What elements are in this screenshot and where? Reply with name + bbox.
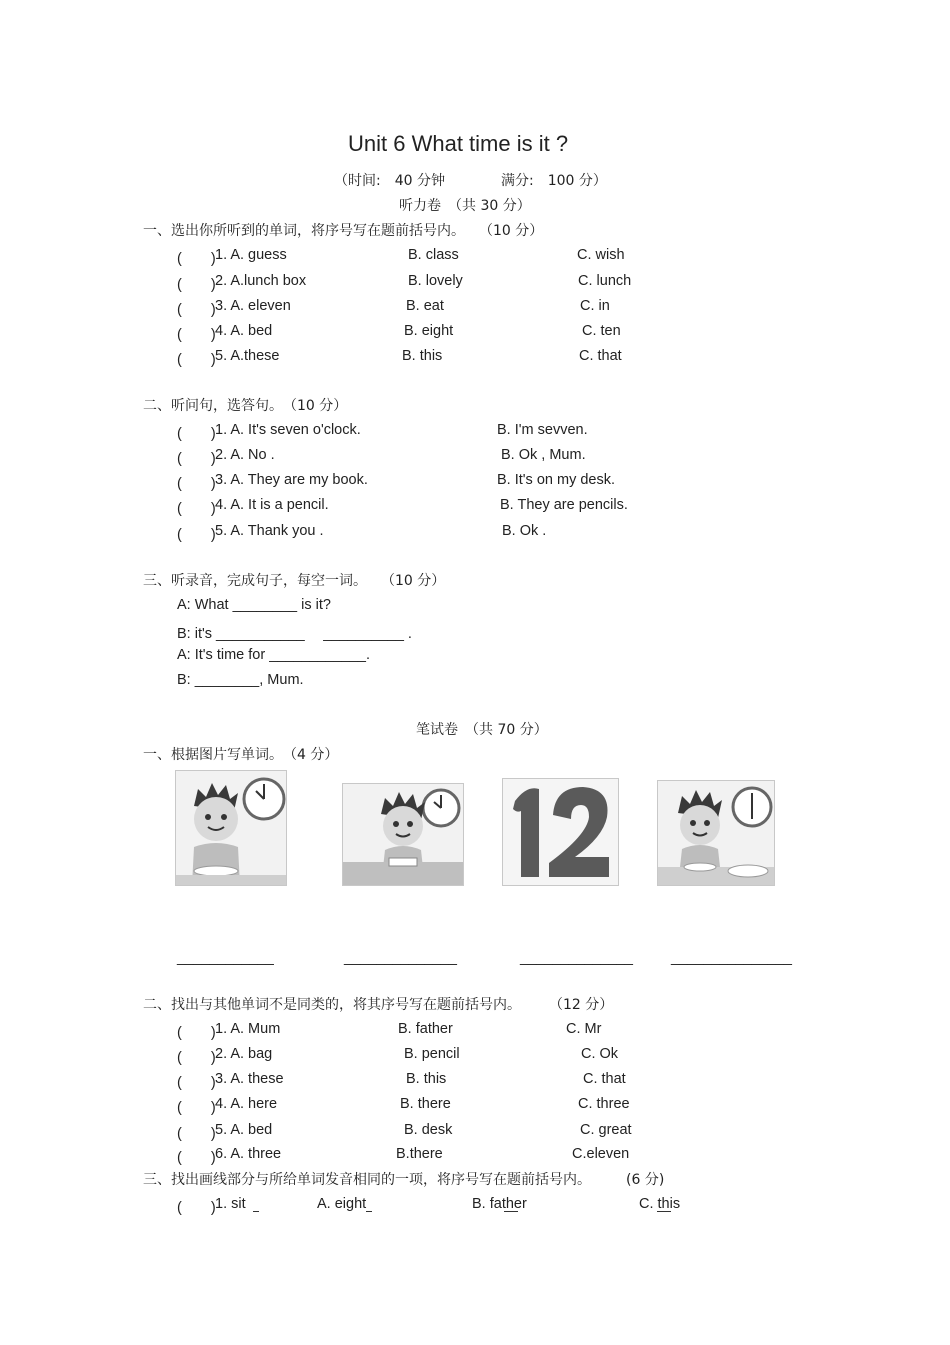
question-option-b: B. pencil [404, 1046, 460, 1062]
answer-blank[interactable]: ____________ [177, 950, 274, 966]
question-option-b: B. eat [406, 298, 444, 314]
question-option-b: B. this [406, 1071, 447, 1087]
answer-paren[interactable]: ( ) [177, 426, 216, 442]
question-option-b: B. Ok . [502, 523, 547, 539]
question-option-a: 5. A.these [215, 348, 280, 364]
answer-paren[interactable]: ( ) [177, 1200, 216, 1216]
question-word: 1. sit [215, 1196, 246, 1212]
time-limit: （时间: 40 分钟 [334, 173, 445, 189]
answer-paren[interactable]: ( ) [177, 476, 216, 492]
question-option-a: 3. A. these [215, 1071, 284, 1087]
answer-paren[interactable]: ( ) [177, 1126, 216, 1142]
question-option-b: B. eight [404, 323, 454, 339]
answer-blank[interactable]: _______________ [671, 950, 792, 966]
listening-header: 听力卷 （共 30 分） [399, 198, 531, 214]
number-12-icon [502, 778, 619, 886]
answer-blank[interactable]: ______________ [344, 950, 457, 966]
answer-paren[interactable]: ( ) [177, 251, 216, 267]
question-option-a: 5. A. Thank you . [215, 523, 324, 539]
question-option-a: 6. A. three [215, 1146, 282, 1162]
question-option-b: B. lovely [408, 273, 463, 289]
question-option-b: B. father [472, 1196, 527, 1212]
answer-paren[interactable]: ( ) [177, 527, 216, 543]
boy-writing-clock-icon [342, 783, 464, 886]
answer-paren[interactable]: ( ) [177, 327, 216, 343]
question-option-a: 1. A. Mum [215, 1021, 281, 1037]
question-option-b: B. class [408, 247, 459, 263]
question-option-b: B. father [398, 1021, 453, 1037]
question-option-b: B. there [400, 1096, 451, 1112]
dialogue-line[interactable]: A: What ________ is it? [177, 597, 331, 613]
page-title: Unit 6 What time is it ? [348, 131, 569, 156]
question-option-a: 1. A. It's seven o'clock. [215, 422, 361, 438]
question-option-b: B. It's on my desk. [497, 472, 616, 488]
question-option-c: C. that [583, 1071, 626, 1087]
written-header: 笔试卷 （共 70 分） [416, 722, 548, 738]
answer-paren[interactable]: ( ) [177, 302, 216, 318]
question-option-c: C. great [580, 1122, 632, 1138]
question-option-a: 5. A. bed [215, 1122, 273, 1138]
question-option-c: C. lunch [578, 273, 632, 289]
section-title: 二、听问句，选答句。 （10 分） [143, 398, 348, 414]
question-option-c: C. that [579, 348, 622, 364]
answer-paren[interactable]: ( ) [177, 277, 216, 293]
answer-paren[interactable]: ( ) [177, 1100, 216, 1116]
question-option-c: C. three [578, 1096, 630, 1112]
question-option-b: B. desk [404, 1122, 453, 1138]
question-option-a: 4. A. It is a pencil. [215, 497, 329, 513]
answer-paren[interactable]: ( ) [177, 451, 216, 467]
underline-mark [366, 1211, 372, 1212]
section-title: 一、根据图片写单词。 （4 分） [143, 747, 339, 763]
question-option-b: B. They are pencils. [500, 497, 628, 513]
question-option-a: A. eight [317, 1196, 367, 1212]
section-title: 二、找出与其他单词不是同类的，将其序号写在题前括号内。 （12 分） [143, 997, 614, 1013]
dialogue-line[interactable]: B: ________, Mum. [177, 672, 304, 688]
section-title: 三、找出画线部分与所给单词发音相同的一项，将序号写在题前括号内。 (6 分) [143, 1172, 665, 1188]
question-option-c: C. this [639, 1196, 681, 1212]
answer-paren[interactable]: ( ) [177, 1025, 216, 1041]
question-option-c: C. ten [582, 323, 621, 339]
question-option-a: 2. A.lunch box [215, 273, 307, 289]
question-option-a: 2. A. bag [215, 1046, 273, 1062]
answer-paren[interactable]: ( ) [177, 501, 216, 517]
underline-mark [504, 1211, 518, 1212]
answer-paren[interactable]: ( ) [177, 1075, 216, 1091]
question-option-a: 2. A. No . [215, 447, 275, 463]
question-option-a: 3. A. eleven [215, 298, 291, 314]
question-option-b: B. Ok , Mum. [501, 447, 586, 463]
answer-paren[interactable]: ( ) [177, 1050, 216, 1066]
question-option-c: C. wish [577, 247, 625, 263]
dialogue-line[interactable]: A: It's time for ____________. [177, 647, 371, 663]
answer-blank[interactable]: ______________ [520, 950, 633, 966]
boy-eating-clock-icon [657, 780, 775, 886]
underline-mark [253, 1211, 259, 1212]
question-option-b: B.there [396, 1146, 443, 1162]
question-option-c: C.eleven [572, 1146, 630, 1162]
answer-paren[interactable]: ( ) [177, 352, 216, 368]
question-option-a: 3. A. They are my book. [215, 472, 368, 488]
dialogue-line[interactable]: B: it's ___________ __________ . [177, 626, 412, 642]
underline-mark [657, 1211, 671, 1212]
question-option-c: C. Mr [566, 1021, 602, 1037]
answer-paren[interactable]: ( ) [177, 1150, 216, 1166]
question-option-b: B. this [402, 348, 443, 364]
question-option-b: B. I'm sevven. [497, 422, 588, 438]
question-option-a: 1. A. guess [215, 247, 287, 263]
full-score: 满分: 100 分） [501, 173, 607, 189]
section-title: 一、选出你所听到的单词，将序号写在题前括号内。 （10 分） [143, 223, 544, 239]
question-option-c: C. Ok [581, 1046, 619, 1062]
question-option-a: 4. A. here [215, 1096, 278, 1112]
section-title: 三、听录音，完成句子，每空一词。 （10 分） [143, 573, 446, 589]
question-option-c: C. in [580, 298, 610, 314]
question-option-a: 4. A. bed [215, 323, 273, 339]
boy-eating-clock-icon [175, 770, 287, 886]
